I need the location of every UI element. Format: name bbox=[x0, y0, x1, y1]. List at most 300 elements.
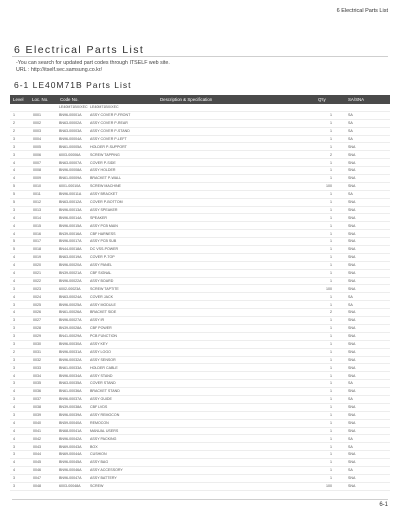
cell-code-no: BN96-00039A bbox=[59, 413, 82, 418]
cell-description: COVER STAND bbox=[90, 381, 116, 386]
cell-code-no: BN96-00001A bbox=[59, 113, 82, 118]
cell-description: ASSY PCB MAIN bbox=[90, 223, 118, 228]
cell-code-no: BN63-00007A bbox=[59, 160, 82, 165]
table-row bbox=[10, 309, 390, 317]
cell-code-no: BN69-00043A bbox=[59, 444, 82, 449]
cell-level: 4 bbox=[13, 176, 15, 181]
cell-description: CBF LVDS bbox=[90, 405, 108, 410]
cell-description: CBF SIGNAL bbox=[90, 271, 112, 275]
cell-qty: 1 bbox=[330, 263, 332, 268]
cell-code-no: BN96-00030A bbox=[59, 342, 82, 347]
cell-level: 4 bbox=[13, 278, 15, 283]
table-row bbox=[10, 136, 390, 144]
cell-description: REMOCON bbox=[90, 420, 109, 425]
cell-qty: 1 bbox=[330, 215, 332, 220]
cell-level: 3 bbox=[13, 207, 15, 212]
cell-description: COVER JACK bbox=[90, 294, 113, 299]
cell-description: ASSY BATTERY bbox=[90, 476, 117, 481]
cell-loc-no: 0010 bbox=[33, 184, 41, 189]
cell-loc-no: 0015 bbox=[33, 223, 41, 228]
cell-description: COVER P-BOTTOM bbox=[90, 199, 123, 204]
cell-description: PCB FUNCTION bbox=[90, 334, 117, 339]
cell-sa-sna: SNA bbox=[348, 452, 356, 457]
cell-description: ASSY COVER P-REAR bbox=[90, 121, 128, 126]
table-row bbox=[10, 143, 390, 151]
cell-qty: 1 bbox=[330, 223, 332, 228]
cell-qty: 1 bbox=[330, 121, 332, 126]
cell-sa-sna: SNA bbox=[348, 420, 356, 425]
cell-qty: 100 bbox=[326, 484, 332, 489]
cell-loc-no: 0003 bbox=[33, 128, 41, 133]
cell-description: ASSY MODULE bbox=[90, 302, 116, 307]
cell-code-no: BN69-00044A bbox=[59, 452, 82, 457]
cell-loc-no: 0035 bbox=[33, 381, 41, 386]
cell-level: 4 bbox=[13, 428, 15, 433]
cell-description: COVER P-TOP bbox=[90, 255, 115, 260]
cell-sa-sna: SNA bbox=[348, 484, 356, 489]
cell-qty: 1 bbox=[330, 271, 332, 275]
cell-code-no: 6003-00006A bbox=[59, 152, 81, 157]
cell-sa-sna: SNA bbox=[348, 207, 356, 212]
cell-code-no: BN96-00004A bbox=[59, 136, 82, 141]
col-level: Level bbox=[13, 97, 24, 102]
table-row bbox=[10, 420, 390, 428]
cell-qty: 1 bbox=[330, 405, 332, 410]
cell-sa-sna: SNA bbox=[348, 263, 356, 268]
cell-code-no: BN41-00029A bbox=[59, 334, 82, 339]
cell-description: COVER P-SIDE bbox=[90, 160, 116, 165]
table-row bbox=[10, 270, 390, 278]
cell-loc-no: 0039 bbox=[33, 413, 41, 418]
cell-loc-no: 0043 bbox=[33, 444, 41, 449]
cell-loc-no: 0001 bbox=[33, 113, 41, 118]
cell-code-no: BN96-00013A bbox=[59, 207, 82, 212]
cell-description: SCREW bbox=[90, 484, 104, 489]
cell-qty: 1 bbox=[330, 326, 332, 331]
cell-sa-sna: SNA bbox=[348, 413, 356, 418]
cell-sa-sna: SNA bbox=[348, 286, 356, 291]
table-row bbox=[10, 159, 390, 167]
cell-level: 3 bbox=[13, 381, 15, 386]
cell-code-no: BN61-00009A bbox=[59, 176, 82, 181]
cell-code-no: BN96-00015A bbox=[59, 223, 82, 228]
cell-qty: 1 bbox=[330, 373, 332, 378]
cell-loc-no: 0048 bbox=[33, 484, 41, 489]
table-row bbox=[10, 151, 390, 159]
section-title: 6 Electrical Parts List bbox=[14, 44, 145, 56]
cell-qty: 1 bbox=[330, 176, 332, 181]
cell-level: 3 bbox=[13, 326, 15, 331]
cell-code-no: BN96-00034A bbox=[59, 373, 82, 378]
cell-sa-sna: SA bbox=[348, 381, 353, 386]
cell-loc-no: 0042 bbox=[33, 436, 41, 441]
cell-qty: 1 bbox=[330, 239, 332, 244]
cell-loc-no: 0021 bbox=[33, 271, 41, 275]
table-row bbox=[10, 459, 390, 467]
table-row bbox=[10, 104, 390, 112]
cell-sa-sna: SNA bbox=[348, 184, 356, 189]
col-qty: Q'ty bbox=[318, 97, 326, 102]
cell-description: SCREW TAPTITE bbox=[90, 286, 119, 291]
cell-sa-sna: SNA bbox=[348, 318, 356, 323]
cell-sa-sna: SNA bbox=[348, 357, 356, 362]
subsection-title: 6-1 LE40M71B Parts List bbox=[14, 80, 132, 90]
cell-loc-no: 0029 bbox=[33, 334, 41, 339]
cell-qty: 1 bbox=[330, 255, 332, 260]
cell-qty: 2 bbox=[330, 152, 332, 157]
cell-sa-sna: SNA bbox=[348, 199, 356, 204]
cell-description: ASSY REMOCON bbox=[90, 413, 120, 418]
col-loc-no: Loc. No. bbox=[32, 97, 49, 102]
table-row bbox=[10, 128, 390, 136]
cell-description: ASSY IR bbox=[90, 318, 105, 323]
cell-qty: 2 bbox=[330, 310, 332, 315]
cell-level: 4 bbox=[13, 310, 15, 315]
cell-sa-sna: SA bbox=[348, 397, 353, 402]
cell-qty: 1 bbox=[330, 460, 332, 465]
note-line-2: URL : http://itself.sec.samsung.co.kr/ bbox=[16, 67, 103, 73]
table-row bbox=[10, 285, 390, 293]
cell-sa-sna: SA bbox=[348, 113, 353, 118]
cell-description: ASSY PANEL bbox=[90, 263, 113, 268]
table-row bbox=[10, 246, 390, 254]
cell-loc-no: 0041 bbox=[33, 428, 41, 433]
cell-qty: 1 bbox=[330, 160, 332, 165]
cell-qty: 1 bbox=[330, 468, 332, 473]
table-row bbox=[10, 199, 390, 207]
cell-sa-sna: SNA bbox=[348, 223, 356, 228]
cell-code-no: BN96-00017A bbox=[59, 239, 82, 244]
cell-description: ASSY COVER P-FRONT bbox=[90, 113, 131, 118]
cell-code-no: BN63-00019A bbox=[59, 255, 82, 260]
table-row bbox=[10, 254, 390, 262]
table-row bbox=[10, 120, 390, 128]
table-row bbox=[10, 262, 390, 270]
cell-sa-sna: SNA bbox=[348, 144, 356, 149]
cell-level: 4 bbox=[13, 263, 15, 268]
cell-sa-sna: SNA bbox=[348, 365, 356, 370]
cell-level: 3 bbox=[13, 452, 15, 457]
cell-level: 3 bbox=[13, 152, 15, 157]
cell-sa-sna: SA bbox=[348, 121, 353, 126]
cell-code-no: BN63-00012A bbox=[59, 199, 82, 204]
cell-level: 4 bbox=[13, 460, 15, 465]
cell-qty: 1 bbox=[330, 207, 332, 212]
cell-sa-sna: SA bbox=[348, 436, 353, 441]
cell-loc-no: 0011 bbox=[33, 192, 41, 197]
cell-description: ASSY PACKING bbox=[90, 436, 117, 441]
cell-loc-no: 0038 bbox=[33, 405, 41, 410]
cell-qty: 1 bbox=[330, 389, 332, 394]
cell-sa-sna: SNA bbox=[348, 271, 356, 275]
cell-loc-no: 0009 bbox=[33, 176, 41, 181]
cell-sa-sna: SNA bbox=[348, 215, 356, 220]
cell-loc-no: 0023 bbox=[33, 286, 41, 291]
cell-sa-sna: SA bbox=[348, 444, 353, 449]
table-row bbox=[10, 475, 390, 483]
cell-sa-sna: SNA bbox=[348, 476, 356, 481]
cell-description: DC VSS-POWER bbox=[90, 247, 119, 252]
table-row bbox=[10, 364, 390, 372]
cell-description: ASSY BRACKET bbox=[90, 192, 118, 197]
cell-loc-no: 0034 bbox=[33, 373, 41, 378]
cell-level: 4 bbox=[13, 405, 15, 410]
cell-code-no: LE40M71BX/XEC bbox=[59, 105, 88, 110]
cell-code-no: BN96-00046A bbox=[59, 468, 82, 473]
cell-description: ASSY SPEAKER bbox=[90, 207, 118, 212]
cell-description: HOLDER P-SUPPORT bbox=[90, 144, 127, 149]
cell-code-no: BN39-00038A bbox=[59, 405, 82, 410]
cell-description: CUSHION bbox=[90, 452, 107, 457]
cell-sa-sna: SNA bbox=[348, 239, 356, 244]
cell-loc-no: 0037 bbox=[33, 397, 41, 402]
cell-description: ASSY COVER P-STAND bbox=[90, 128, 130, 133]
cell-level: 3 bbox=[13, 318, 15, 323]
page-number: 6-1 bbox=[379, 502, 388, 508]
cell-qty: 1 bbox=[330, 452, 332, 457]
cell-qty: 1 bbox=[330, 278, 332, 283]
table-row bbox=[10, 183, 390, 191]
cell-level: 3 bbox=[13, 357, 15, 362]
parts-table bbox=[10, 95, 390, 491]
cell-loc-no: 0026 bbox=[33, 310, 41, 315]
cell-loc-no: 0030 bbox=[33, 342, 41, 347]
cell-description: SCREW TAPPING bbox=[90, 152, 120, 157]
cell-level: 3 bbox=[13, 476, 15, 481]
cell-level: 1 bbox=[13, 113, 15, 118]
cell-qty: 1 bbox=[330, 334, 332, 339]
cell-code-no: BN96-00027A bbox=[59, 318, 82, 323]
cell-qty: 1 bbox=[330, 128, 332, 133]
cell-level: 4 bbox=[13, 231, 15, 236]
cell-code-no: BN96-00031A bbox=[59, 349, 82, 354]
cell-level: 3 bbox=[13, 413, 15, 418]
cell-code-no: BN96-00022A bbox=[59, 278, 82, 283]
cell-code-no: BN96-00008A bbox=[59, 168, 82, 173]
table-row bbox=[10, 230, 390, 238]
table-row bbox=[10, 372, 390, 380]
cell-sa-sna: SNA bbox=[348, 326, 356, 331]
table-row bbox=[10, 222, 390, 230]
cell-level: 4 bbox=[13, 468, 15, 473]
cell-sa-sna: SNA bbox=[348, 389, 356, 394]
cell-loc-no: 0047 bbox=[33, 476, 41, 481]
cell-code-no: BN61-00005A bbox=[59, 144, 82, 149]
cell-loc-no: 0045 bbox=[33, 460, 41, 465]
cell-qty: 1 bbox=[330, 357, 332, 362]
cell-loc-no: 0025 bbox=[33, 302, 41, 307]
cell-qty: 1 bbox=[330, 136, 332, 141]
table-row bbox=[10, 404, 390, 412]
cell-description: ASSY BAG bbox=[90, 460, 109, 465]
cell-level: 5 bbox=[13, 199, 15, 204]
cell-loc-no: 0014 bbox=[33, 215, 41, 220]
cell-sa-sna: SA bbox=[348, 294, 353, 299]
cell-sa-sna: SNA bbox=[348, 231, 356, 236]
col-code-no: Code No. bbox=[60, 97, 79, 102]
cell-level: 3 bbox=[13, 342, 15, 347]
cell-loc-no: 0040 bbox=[33, 420, 41, 425]
cell-loc-no: 0028 bbox=[33, 326, 41, 331]
cell-description: ASSY STAND bbox=[90, 373, 113, 378]
cell-qty: 1 bbox=[330, 342, 332, 347]
table-row bbox=[10, 301, 390, 309]
cell-loc-no: 0046 bbox=[33, 468, 41, 473]
table-row bbox=[10, 443, 390, 451]
table-row bbox=[10, 278, 390, 286]
cell-loc-no: 0017 bbox=[33, 239, 41, 244]
cell-sa-sna: SNA bbox=[348, 428, 356, 433]
cell-qty: 1 bbox=[330, 381, 332, 386]
cell-description: CBF POWER bbox=[90, 326, 112, 331]
cell-qty: 1 bbox=[330, 113, 332, 118]
cell-level: 2 bbox=[13, 349, 15, 354]
cell-qty: 1 bbox=[330, 420, 332, 425]
cell-level: 3 bbox=[13, 365, 15, 370]
cell-sa-sna: SNA bbox=[348, 349, 356, 354]
cell-sa-sna: SA bbox=[348, 136, 353, 141]
table-row bbox=[10, 467, 390, 475]
table-row bbox=[10, 451, 390, 459]
cell-qty: 1 bbox=[330, 294, 332, 299]
cell-level: 3 bbox=[13, 286, 15, 291]
cell-code-no: 6002-00023A bbox=[59, 286, 81, 291]
cell-loc-no: 0022 bbox=[33, 278, 41, 283]
col-description: Description & Specification bbox=[160, 97, 213, 102]
cell-description: SPEAKER bbox=[90, 215, 107, 220]
cell-description: ASSY BOARD bbox=[90, 278, 114, 283]
cell-qty: 1 bbox=[330, 436, 332, 441]
cell-loc-no: 0013 bbox=[33, 207, 41, 212]
cell-qty: 100 bbox=[326, 184, 332, 189]
cell-level: 3 bbox=[13, 144, 15, 149]
cell-description: SCREW MACHINE bbox=[90, 184, 121, 189]
cell-level: 5 bbox=[13, 184, 15, 189]
cell-loc-no: 0020 bbox=[33, 263, 41, 268]
cell-code-no: BN63-00024A bbox=[59, 294, 82, 299]
cell-sa-sna: SNA bbox=[348, 152, 356, 157]
cell-qty: 1 bbox=[330, 302, 332, 307]
cell-qty: 1 bbox=[330, 428, 332, 433]
cell-level: 4 bbox=[13, 389, 15, 394]
table-header bbox=[10, 95, 390, 104]
cell-qty: 1 bbox=[330, 444, 332, 449]
cell-code-no: BN68-00041A bbox=[59, 428, 82, 433]
cell-loc-no: 0004 bbox=[33, 136, 41, 141]
cell-level: 5 bbox=[13, 192, 15, 197]
cell-description: ASSY SENSOR bbox=[90, 357, 116, 362]
table-row bbox=[10, 167, 390, 175]
table-row bbox=[10, 175, 390, 183]
cell-loc-no: 0016 bbox=[33, 231, 41, 236]
table-row bbox=[10, 428, 390, 436]
cell-level: 4 bbox=[13, 294, 15, 299]
cell-loc-no: 0018 bbox=[33, 247, 41, 252]
cell-level: 3 bbox=[13, 302, 15, 307]
cell-qty: 1 bbox=[330, 144, 332, 149]
header-title: 6 Electrical Parts List bbox=[336, 8, 388, 14]
cell-loc-no: 0024 bbox=[33, 294, 41, 299]
cell-loc-no: 0044 bbox=[33, 452, 41, 457]
cell-description: ASSY ACCESSORY bbox=[90, 468, 123, 473]
table-row bbox=[10, 293, 390, 301]
table-row bbox=[10, 388, 390, 396]
cell-code-no: BN63-00002A bbox=[59, 121, 82, 126]
cell-level: 4 bbox=[13, 168, 15, 173]
cell-level: 4 bbox=[13, 215, 15, 220]
cell-sa-sna: SNA bbox=[348, 405, 356, 410]
cell-level: 3 bbox=[13, 444, 15, 449]
table-row bbox=[10, 412, 390, 420]
cell-code-no: BN39-00016A bbox=[59, 231, 82, 236]
cell-description: BOX bbox=[90, 444, 98, 449]
footer-divider bbox=[12, 499, 388, 500]
cell-code-no: BN39-00021A bbox=[59, 271, 82, 275]
table-row bbox=[10, 341, 390, 349]
table-row bbox=[10, 112, 390, 120]
cell-level: 3 bbox=[13, 136, 15, 141]
table-row bbox=[10, 396, 390, 404]
cell-code-no: 6001-00010A bbox=[59, 184, 81, 189]
table-row bbox=[10, 325, 390, 333]
table-row bbox=[10, 483, 390, 491]
cell-loc-no: 0008 bbox=[33, 168, 41, 173]
cell-description: MANUAL USERS bbox=[90, 428, 119, 433]
cell-level: 4 bbox=[13, 160, 15, 165]
cell-code-no: BN61-00026A bbox=[59, 310, 82, 315]
cell-qty: 1 bbox=[330, 231, 332, 236]
cell-code-no: BN96-00047A bbox=[59, 476, 82, 481]
cell-description: ASSY LOGO bbox=[90, 349, 111, 354]
cell-code-no: BN96-00037A bbox=[59, 397, 82, 402]
table-row bbox=[10, 317, 390, 325]
table-row bbox=[10, 435, 390, 443]
cell-description: CBF HARNESS bbox=[90, 231, 116, 236]
cell-level: 5 bbox=[13, 239, 15, 244]
table-row bbox=[10, 191, 390, 199]
note-line-1: -You can search for updated part codes through ITSELF web site. bbox=[16, 60, 170, 66]
cell-loc-no: 0036 bbox=[33, 389, 41, 394]
cell-qty: 1 bbox=[330, 349, 332, 354]
cell-level: 4 bbox=[13, 436, 15, 441]
cell-code-no: BN96-00032A bbox=[59, 357, 82, 362]
cell-description: LE40M71BX/XEC bbox=[90, 105, 119, 110]
cell-level: 2 bbox=[13, 121, 15, 126]
cell-sa-sna: SNA bbox=[348, 310, 356, 315]
cell-sa-sna: SNA bbox=[348, 255, 356, 260]
cell-description: BRACKET STAND bbox=[90, 389, 120, 394]
cell-description: BRACKET P-WALL bbox=[90, 176, 122, 181]
col-sa-sna: SA/SNA bbox=[348, 97, 365, 102]
cell-qty: 100 bbox=[326, 286, 332, 291]
cell-qty: 1 bbox=[330, 168, 332, 173]
cell-code-no: 6003-00048A bbox=[59, 484, 81, 489]
cell-level: 5 bbox=[13, 247, 15, 252]
cell-code-no: BN96-00020A bbox=[59, 263, 82, 268]
cell-sa-sna: SA bbox=[348, 128, 353, 133]
cell-description: BRACKET SIDE bbox=[90, 310, 117, 315]
cell-loc-no: 0005 bbox=[33, 144, 41, 149]
cell-sa-sna: SA bbox=[348, 468, 353, 473]
cell-sa-sna: SNA bbox=[348, 278, 356, 283]
cell-level: 4 bbox=[13, 223, 15, 228]
cell-qty: 1 bbox=[330, 476, 332, 481]
cell-qty: 1 bbox=[330, 318, 332, 323]
cell-qty: 1 bbox=[330, 413, 332, 418]
cell-level: 4 bbox=[13, 420, 15, 425]
cell-level: 3 bbox=[13, 397, 15, 402]
cell-loc-no: 0031 bbox=[33, 349, 41, 354]
